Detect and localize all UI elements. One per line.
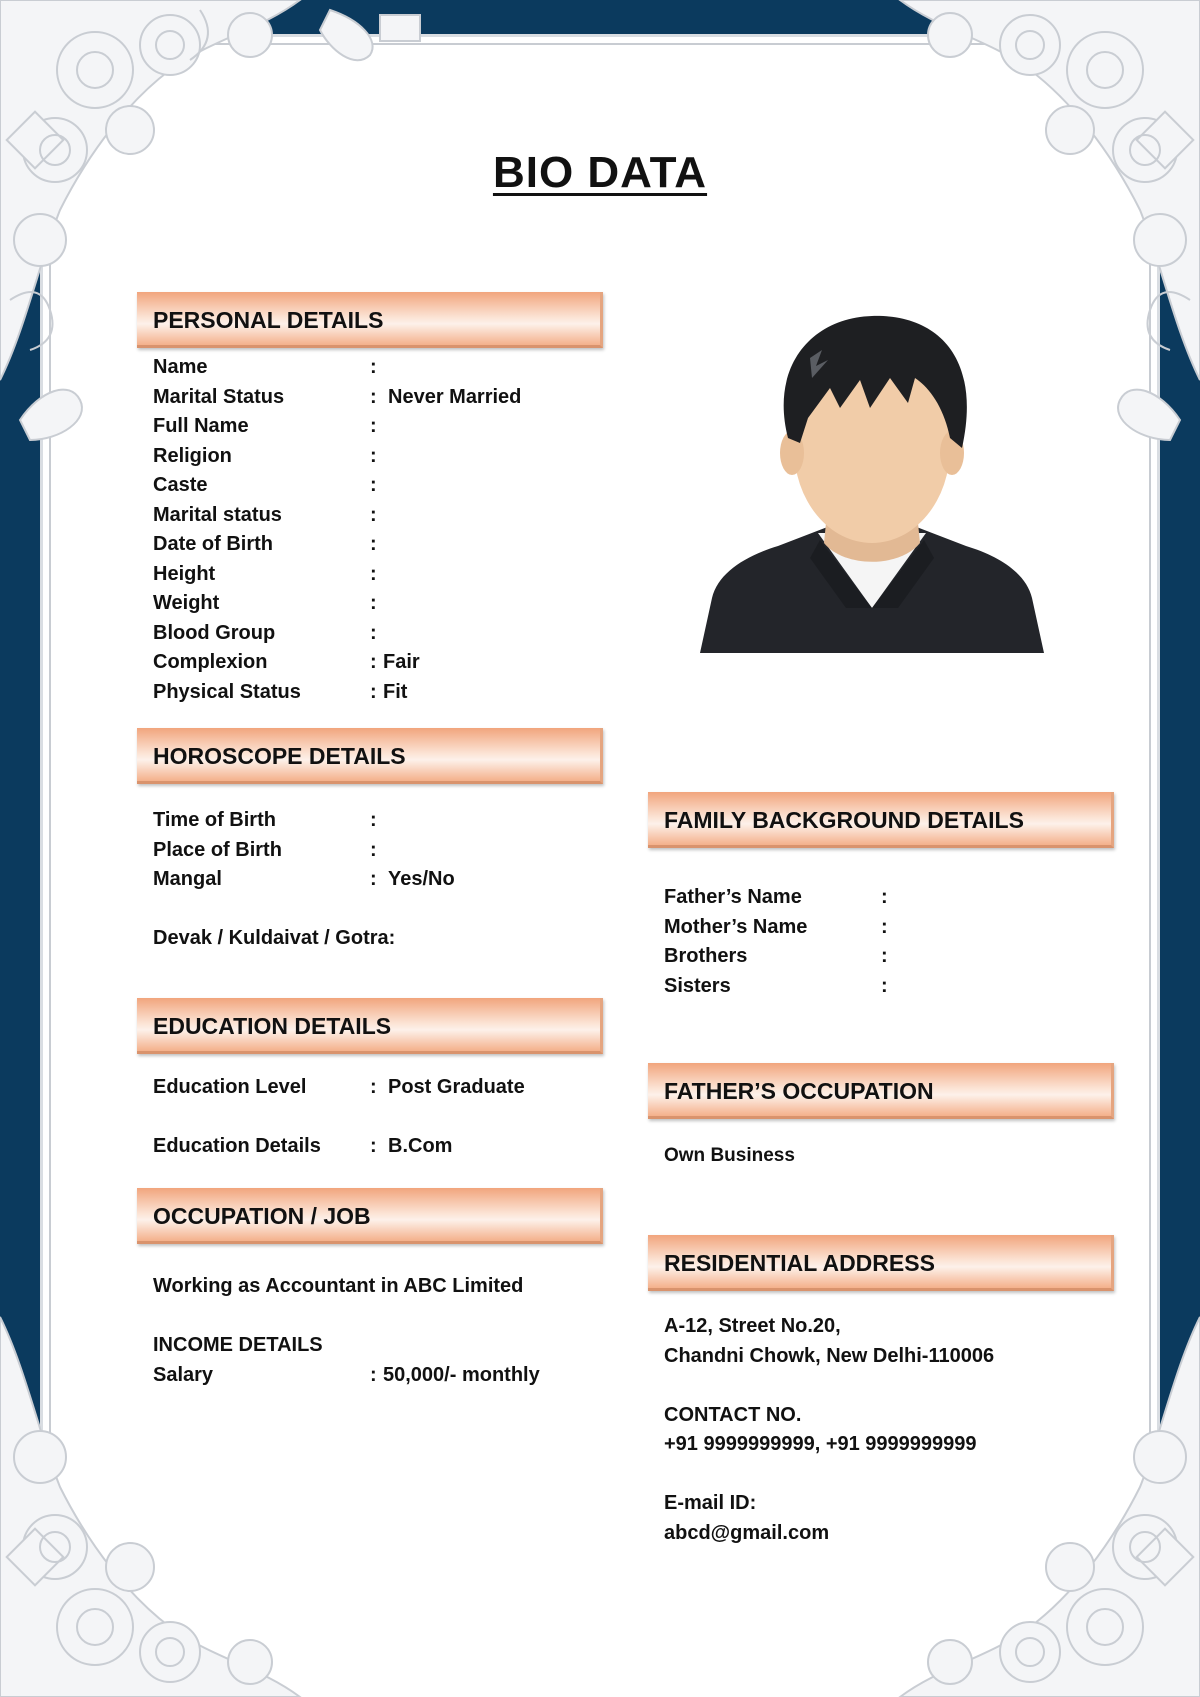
- family-detail-label: Father’s Name: [664, 886, 802, 908]
- family-detail-label: Brothers: [664, 945, 748, 967]
- horoscope-details-header: HOROSCOPE DETAILS: [137, 728, 603, 784]
- salary-label: Salary: [153, 1364, 214, 1386]
- family-detail-row: [664, 942, 1084, 972]
- horoscope-detail-label: Time of Birth: [153, 809, 276, 831]
- personal-detail-row: [153, 412, 573, 442]
- education-details-header: EDUCATION DETAILS: [137, 998, 603, 1054]
- horoscope-detail-label: Mangal: [153, 868, 222, 890]
- personal-detail-row: [153, 560, 573, 590]
- fathers-occupation-header: FATHER’S OCCUPATION: [648, 1063, 1114, 1119]
- person-avatar-icon: [700, 308, 1044, 653]
- horoscope-detail-separator: :: [370, 838, 377, 861]
- education-level-value: Post Graduate: [388, 1076, 525, 1098]
- personal-detail-label: Full Name: [153, 415, 249, 437]
- personal-detail-separator: :: [370, 385, 377, 408]
- personal-detail-label: Physical Status: [153, 680, 301, 703]
- personal-detail-separator: :: [370, 651, 377, 673]
- address-line-1: A-12, Street No.20,: [664, 1315, 841, 1337]
- education-details-label: Education Details: [153, 1135, 321, 1157]
- personal-detail-value: Fit: [383, 680, 408, 703]
- horoscope-detail-value: Yes/No: [388, 868, 455, 890]
- horoscope-detail-label: Place of Birth: [153, 838, 282, 861]
- family-detail-row: [664, 972, 1084, 1002]
- floral-corner-bottom-left: [0, 1177, 460, 1697]
- personal-detail-label: Height: [153, 562, 216, 585]
- personal-detail-label: Marital Status: [153, 385, 285, 408]
- horoscope-detail-row: [153, 865, 573, 895]
- personal-detail-label: Blood Group: [153, 621, 276, 644]
- personal-detail-separator: :: [370, 562, 377, 585]
- family-details-list: [664, 883, 1084, 1001]
- personal-detail-row: [153, 530, 573, 560]
- personal-detail-value: Fair: [383, 651, 420, 673]
- personal-details-header: PERSONAL DETAILS: [137, 292, 603, 348]
- personal-detail-row: [153, 648, 573, 678]
- horoscope-detail-row: [153, 806, 573, 836]
- family-detail-separator: :: [881, 945, 888, 967]
- occupation-text: Working as Accountant in ABC Limited: [153, 1275, 524, 1297]
- fathers-occupation-text: Own Business: [664, 1145, 795, 1166]
- education-details-value: B.Com: [388, 1135, 453, 1157]
- personal-detail-label: Name: [153, 356, 208, 378]
- personal-detail-separator: :: [370, 592, 377, 614]
- family-detail-row: [664, 883, 1084, 913]
- residential-address-header: RESIDENTIAL ADDRESS: [648, 1235, 1114, 1291]
- salary-value: 50,000/- monthly: [383, 1364, 540, 1386]
- family-detail-separator: :: [881, 886, 888, 908]
- personal-detail-label: Weight: [153, 592, 220, 614]
- gotra-label: Devak / Kuldaivat / Gotra:: [153, 927, 396, 949]
- avatar: [700, 308, 1044, 653]
- personal-detail-row: [153, 619, 573, 649]
- education-level-sep: :: [370, 1076, 377, 1098]
- contact-label: CONTACT NO.: [664, 1404, 802, 1426]
- personal-detail-row: [153, 471, 573, 501]
- education-level-label: Education Level: [153, 1076, 307, 1098]
- email-label: E-mail ID:: [664, 1492, 757, 1514]
- personal-detail-row: [153, 589, 573, 619]
- address-line-2: Chandni Chowk, New Delhi-110006: [664, 1345, 995, 1367]
- family-detail-label: Mother’s Name: [664, 915, 808, 938]
- occupation-header: OCCUPATION / JOB: [137, 1188, 603, 1244]
- personal-detail-label: Marital status: [153, 503, 282, 526]
- personal-detail-separator: :: [370, 356, 377, 378]
- salary-sep: :: [370, 1364, 377, 1386]
- personal-detail-separator: :: [370, 621, 377, 644]
- family-detail-separator: :: [881, 915, 888, 938]
- personal-detail-separator: :: [370, 533, 377, 555]
- email-value: abcd@gmail.com: [664, 1522, 830, 1544]
- personal-detail-separator: :: [370, 474, 377, 496]
- personal-detail-label: Religion: [153, 444, 232, 467]
- floral-ornament-icon: [0, 1177, 460, 1697]
- personal-detail-separator: :: [370, 444, 377, 467]
- personal-detail-separator: :: [370, 680, 377, 703]
- horoscope-details-list: [153, 806, 573, 895]
- horoscope-detail-separator: :: [370, 809, 377, 831]
- personal-detail-row: [153, 383, 573, 413]
- personal-detail-label: Caste: [153, 474, 208, 496]
- personal-detail-label: Date of Birth: [153, 533, 273, 555]
- family-background-header: FAMILY BACKGROUND DETAILS: [648, 792, 1114, 848]
- family-detail-separator: :: [881, 974, 888, 997]
- horoscope-detail-separator: :: [370, 868, 377, 890]
- personal-detail-row: [153, 442, 573, 472]
- personal-details-list: [153, 353, 573, 707]
- income-details-heading: INCOME DETAILS: [153, 1334, 323, 1356]
- personal-detail-row: [153, 678, 573, 708]
- personal-detail-value: Never Married: [388, 385, 522, 408]
- horoscope-detail-row: [153, 836, 573, 866]
- personal-detail-separator: :: [370, 415, 377, 437]
- page-title: BIO DATA: [492, 148, 708, 197]
- family-detail-row: [664, 913, 1084, 943]
- personal-detail-row: [153, 353, 573, 383]
- personal-detail-row: [153, 501, 573, 531]
- contact-value: +91 9999999999, +91 9999999999: [664, 1433, 977, 1455]
- personal-detail-label: Complexion: [153, 651, 268, 673]
- education-details-sep: :: [370, 1135, 377, 1157]
- family-detail-label: Sisters: [664, 974, 731, 997]
- personal-detail-separator: :: [370, 503, 377, 526]
